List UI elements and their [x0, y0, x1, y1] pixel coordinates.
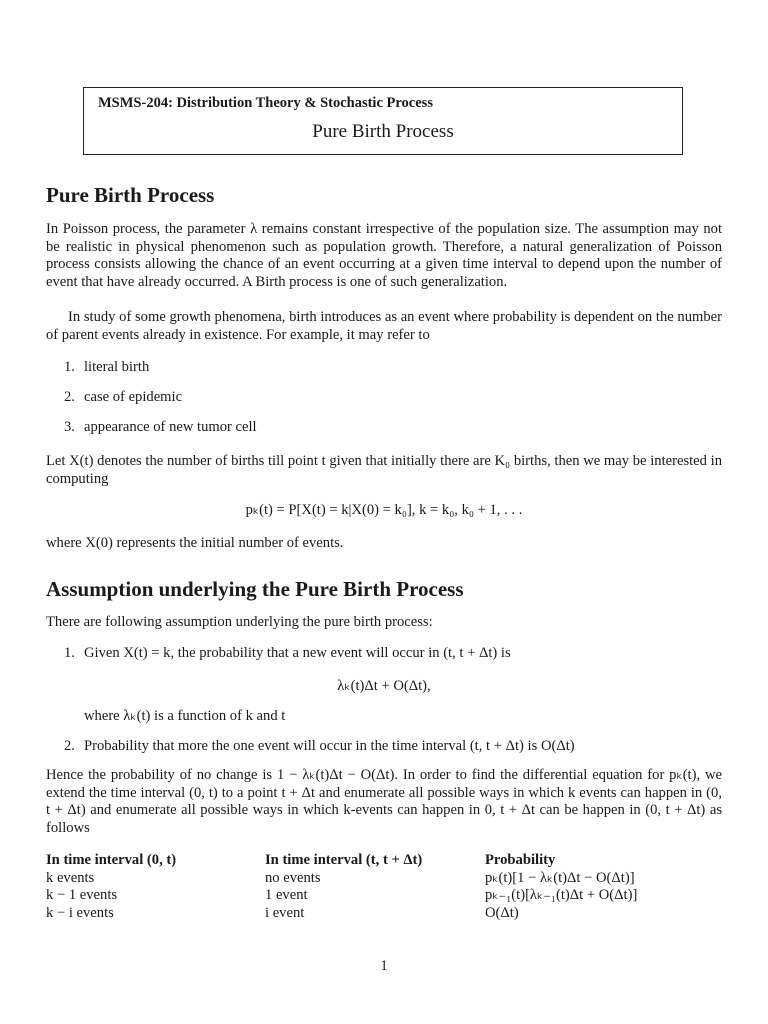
table-column-probability [485, 852, 637, 922]
paragraph-let-x: Let X(t) denotes the number of births till point t given that initially there are K₀ births, then we may be interested in computing [46, 453, 722, 487]
paragraph-intro: In Poisson process, the parameter λ remains constant irrespective of the population size. The assumption may not be realistic in physical phenomenon such as population growth. Therefore, a natural generalization of Poisson process consists allowing the chance of an event occurring at a given time interval to depend upon the number of event that have already occurred. A Birth process is one of such generalization. [46, 221, 722, 290]
assumption-item-1: 1. Given X(t) = k, the probability that a new event will occur in (t, t + Δt) is [64, 645, 511, 661]
assumption-item-2: 2. Probability that more the one event will occur in the time interval (t, t + Δt) is O(Δt) [64, 738, 575, 754]
header-box [83, 87, 683, 155]
paragraph-growth: In study of some growth phenomena, birth introduces as an event where probability is dependent on the number of parent events already in existence. For example, it may refer to [46, 309, 722, 343]
equation-pk: pₖ(t) = P[X(t) = k|X(0) = k₀], k = k₀, k₀ + 1, . . . [245, 502, 523, 518]
table-cell: k events [46, 869, 95, 886]
table-column-interval [46, 852, 176, 922]
lecture-title: Pure Birth Process [312, 121, 454, 142]
table-cell: pₖ(t)[1 − λₖ(t)Δt − O(Δt)] [485, 869, 635, 886]
table-column-delta [265, 852, 422, 922]
table-header: In time interval (t, t + Δt) [265, 852, 423, 868]
table-cell: 1 event [265, 887, 308, 904]
table-cell: O(Δt) [485, 904, 519, 921]
assumption-where: where λₖ(t) is a function of k and t [84, 708, 286, 724]
table-cell: i event [265, 904, 305, 921]
table-header: In time interval (0, t) [46, 852, 177, 868]
page-number: 1 [380, 958, 388, 974]
paragraph-where: where X(0) represents the initial number of events. [46, 535, 344, 551]
table-header: Probability [485, 852, 556, 868]
table-cell: pₖ₋₁(t)[λₖ₋₁(t)Δt + O(Δt)] [485, 887, 638, 904]
equation-lambda: λₖ(t)Δt + O(Δt), [337, 678, 431, 694]
paragraph-no-change: Hence the probability of no change is 1 − λₖ(t)Δt − O(Δt). In order to find the differential equation for pₖ(t), we extend the time interval (0, t) to a point t + Δt and enumerate all possible ways in which k events can happen in (0, t + Δt) and enumerate all possible ways in which k-events can happen in 0, t + Δt can be happen in (0, t + Δt) as follows [46, 767, 722, 836]
assumption-intro: There are following assumption underlying the pure birth process: [46, 614, 433, 630]
section-heading-assumptions: Assumption underlying the Pure Birth Process [46, 577, 464, 601]
list-item: 2. case of epidemic [64, 389, 183, 405]
table-cell: k − 1 events [46, 887, 118, 904]
section-heading-pure-birth: Pure Birth Process [46, 183, 215, 207]
list-item: 1. literal birth [64, 359, 150, 375]
table-cell: k − i events [46, 904, 114, 921]
list-item: 3. appearance of new tumor cell [64, 419, 257, 435]
table-cell: no events [265, 869, 321, 886]
course-title: MSMS-204: Distribution Theory & Stochastic Process [98, 95, 433, 111]
